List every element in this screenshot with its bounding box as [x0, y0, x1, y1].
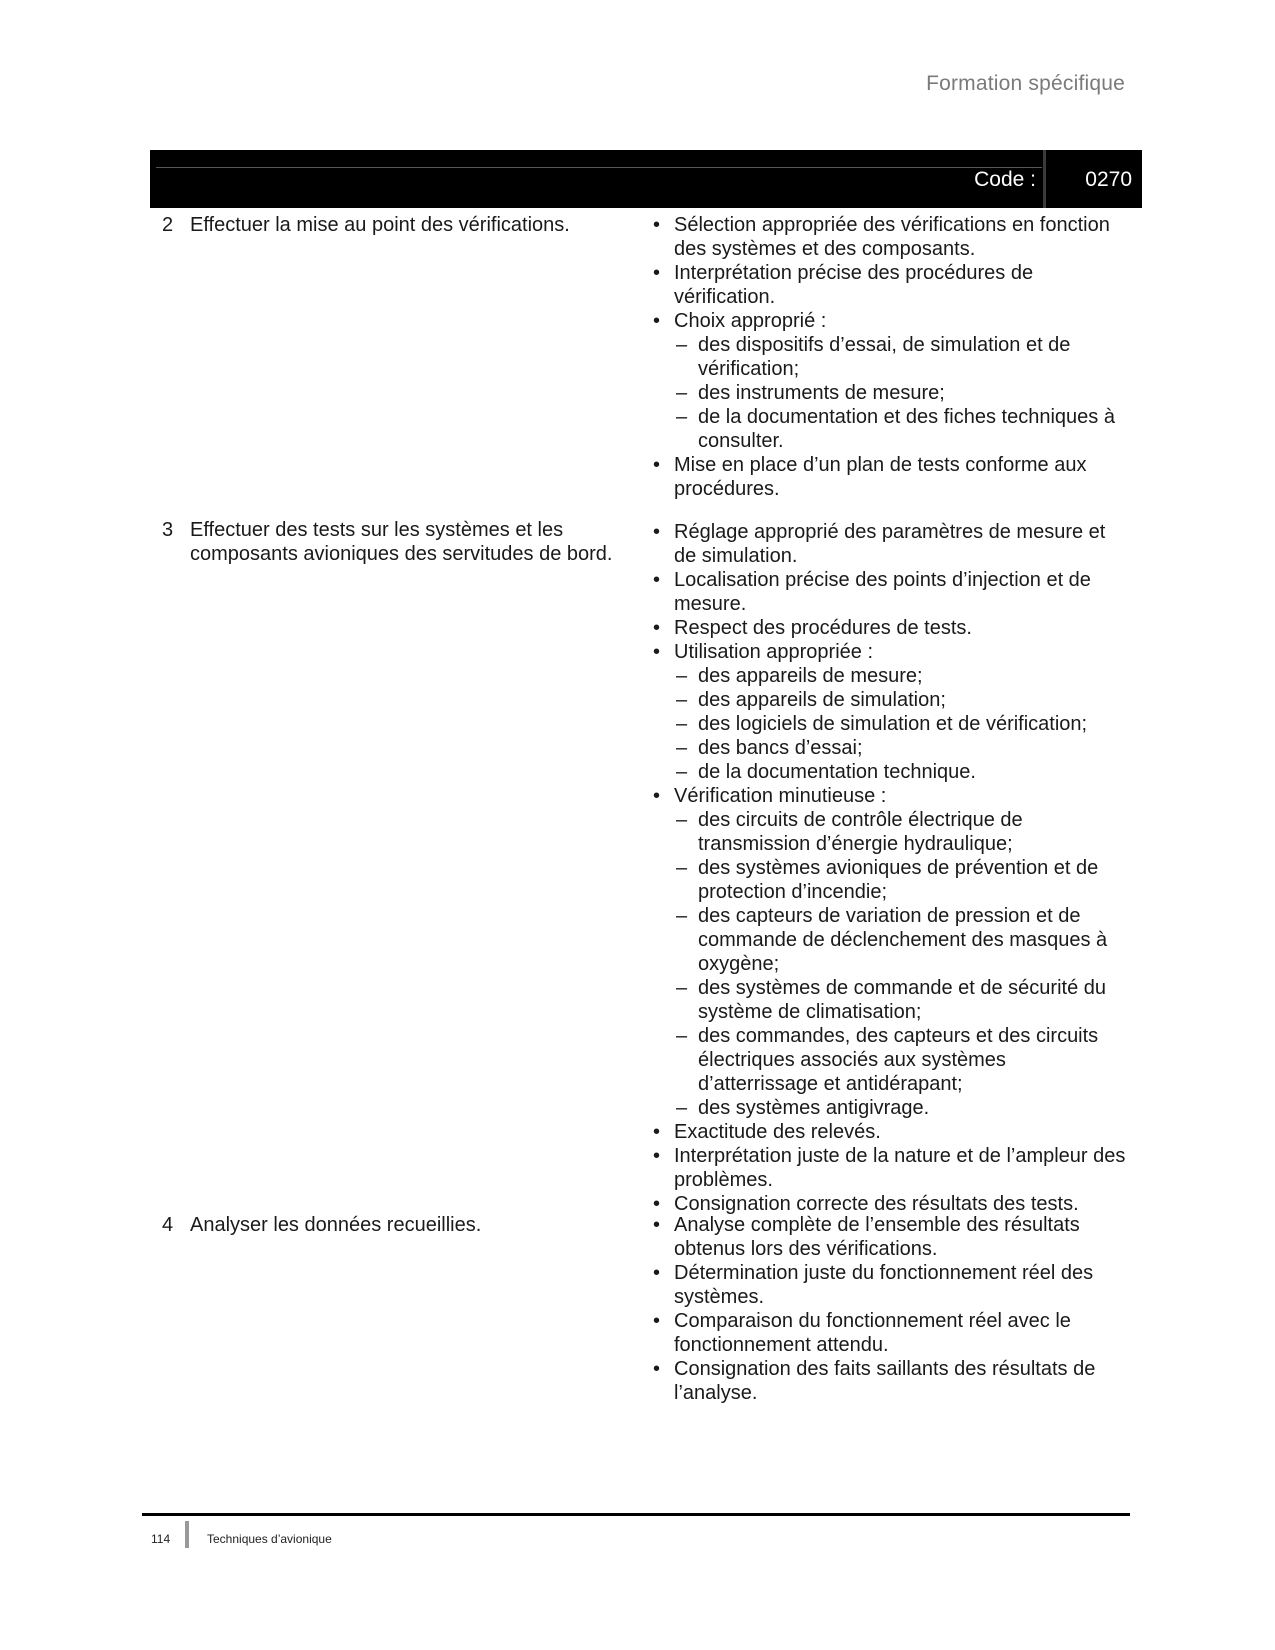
code-bar-divider	[1043, 150, 1046, 208]
criteria-list	[650, 1213, 1130, 1405]
criteria-list	[650, 520, 1130, 1216]
element-number: 3	[162, 519, 174, 541]
criterion-text: Respect des procédures de tests.	[674, 617, 972, 639]
sub-criteria-list	[674, 333, 1130, 453]
element-number: 4	[162, 1214, 174, 1236]
page-header-title: Formation spécifique	[926, 72, 1125, 95]
criterion-text: Localisation précise des points d’injection et de mesure.	[674, 569, 1091, 615]
sub-criterion-item: – de la documentation et des fiches techniques à consulter.	[674, 405, 1130, 453]
criterion-text: Choix approprié :	[674, 310, 827, 332]
criterion-item	[650, 520, 1130, 568]
sub-criterion-item: – des appareils de mesure;	[674, 664, 1130, 688]
criterion-item	[650, 453, 1130, 501]
code-label: Code :	[974, 168, 1036, 191]
sub-criterion-item: – des systèmes de commande et de sécurité du système de climatisation;	[674, 976, 1130, 1024]
criterion-text: Interprétation juste de la nature et de l’ampleur des problèmes.	[674, 1145, 1126, 1191]
code-bar	[150, 150, 1142, 208]
sub-criteria-list	[674, 808, 1130, 1120]
criterion-item	[650, 1357, 1130, 1405]
criterion-text: Analyse complète de l’ensemble des résultats obtenus lors des vérifications.	[674, 1214, 1080, 1260]
criterion-item	[650, 1261, 1130, 1309]
element-text: Analyser les données recueillies.	[190, 1214, 482, 1236]
sub-criterion-item: – des circuits de contrôle électrique de transmission d’énergie hydraulique;	[674, 808, 1130, 856]
element-number: 2	[162, 214, 174, 236]
criterion-item	[650, 640, 1130, 784]
code-bar-rule	[156, 167, 1042, 168]
criterion-item	[650, 213, 1130, 261]
page-number: 114	[151, 1532, 171, 1546]
criterion-item	[650, 1144, 1130, 1192]
criterion-text: Détermination juste du fonctionnement réel des systèmes.	[674, 1262, 1094, 1308]
code-value: 0270	[1085, 168, 1132, 191]
sub-criteria-list	[674, 664, 1130, 784]
criterion-item	[650, 1120, 1130, 1144]
footer-document-title: Techniques d’avionique	[207, 1532, 332, 1546]
criterion-text: Mise en place d’un plan de tests conforme aux procédures.	[674, 454, 1087, 500]
sub-criterion-item: – des systèmes avioniques de prévention et de protection d’incendie;	[674, 856, 1130, 904]
sub-criterion-item: – de la documentation technique.	[674, 760, 1130, 784]
sub-criterion-item: – des bancs d’essai;	[674, 736, 1130, 760]
criterion-text: Sélection appropriée des vérifications en fonction des systèmes et des composants.	[674, 214, 1110, 260]
criterion-text: Exactitude des relevés.	[674, 1121, 881, 1143]
criterion-text: Interprétation précise des procédures de vérification.	[674, 262, 1034, 308]
sub-criterion-item: – des commandes, des capteurs et des circuits électriques associés aux systèmes d’atterrissage et antidérapant;	[674, 1024, 1130, 1096]
criterion-item	[650, 261, 1130, 309]
criterion-text: Réglage approprié des paramètres de mesure et de simulation.	[674, 521, 1106, 567]
criterion-text: Utilisation appropriée :	[674, 641, 873, 663]
footer-rule	[142, 1513, 1130, 1516]
sub-criterion-item: – des capteurs de variation de pression et de commande de déclenchement des masques à oxygène;	[674, 904, 1130, 976]
criterion-item	[650, 616, 1130, 640]
criterion-text: Consignation des faits saillants des résultats de l’analyse.	[674, 1358, 1096, 1404]
footer-separator	[185, 1521, 189, 1548]
criterion-item	[650, 1213, 1130, 1261]
criterion-text: Consignation correcte des résultats des tests.	[674, 1193, 1079, 1215]
criterion-text: Vérification minutieuse :	[674, 785, 887, 807]
criterion-text: Comparaison du fonctionnement réel avec le fonctionnement attendu.	[674, 1310, 1071, 1356]
sub-criterion-item: – des appareils de simulation;	[674, 688, 1130, 712]
criterion-item	[650, 784, 1130, 1120]
criterion-item	[650, 1309, 1130, 1357]
element-text: Effectuer la mise au point des vérifications.	[190, 214, 570, 236]
sub-criterion-item: – des systèmes antigivrage.	[674, 1096, 1130, 1120]
criterion-item	[650, 309, 1130, 453]
sub-criterion-item: – des dispositifs d’essai, de simulation et de vérification;	[674, 333, 1130, 381]
sub-criterion-item: – des logiciels de simulation et de vérification;	[674, 712, 1130, 736]
sub-criterion-item: – des instruments de mesure;	[674, 381, 1130, 405]
criterion-item	[650, 568, 1130, 616]
element-text: Effectuer des tests sur les systèmes et les composants avioniques des servitudes de bord.	[190, 519, 613, 565]
criteria-list	[650, 213, 1130, 501]
